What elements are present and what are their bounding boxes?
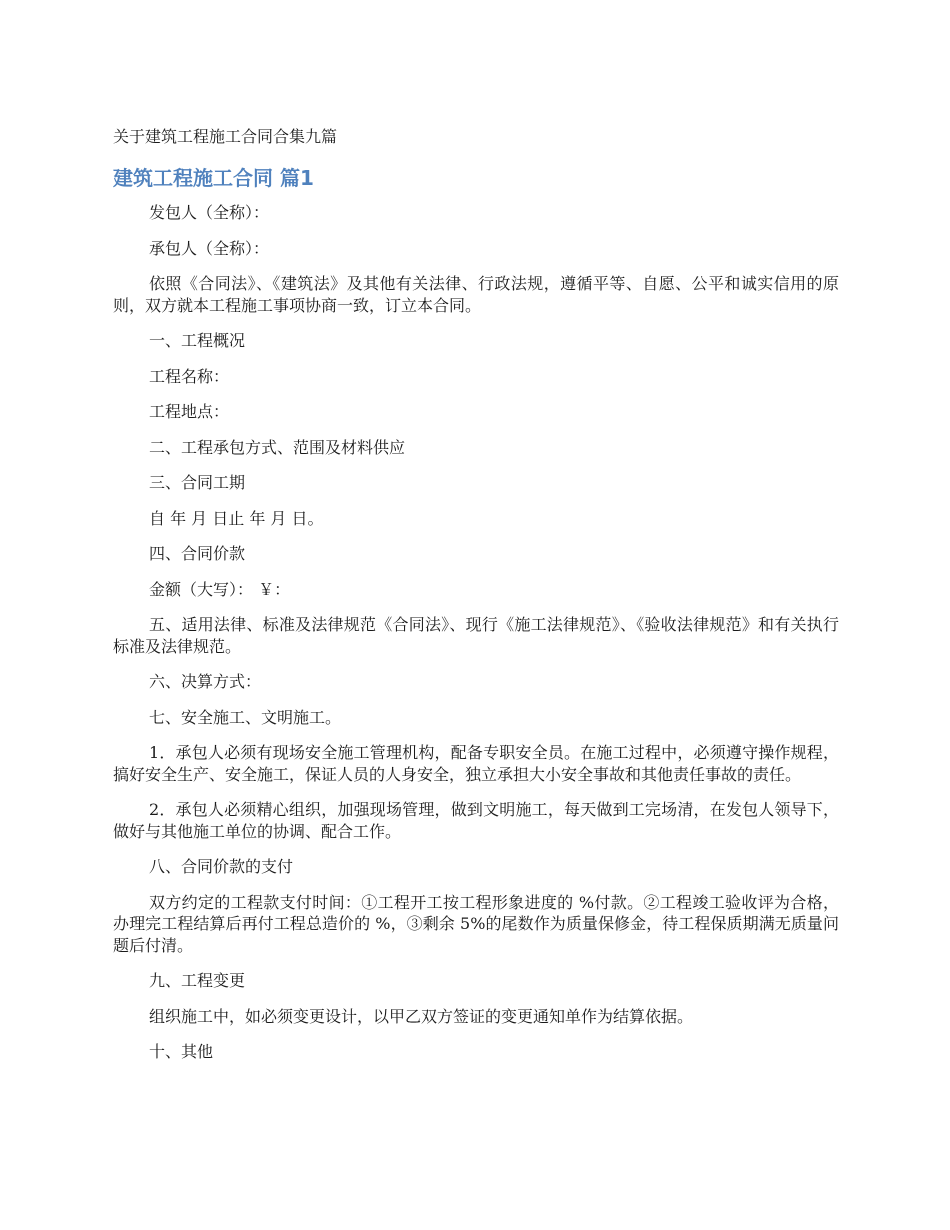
paragraph: 双方约定的工程款支付时间：①工程开工按工程形象进度的 %付款。②工程竣工验收评为合格，办理完工程结算后再付工程总造价的 %，③剩余 5%的尾数作为质量保修金，待工程保质期满无质量问题后付清。 (113, 892, 839, 955)
section-heading: 建筑工程施工合同 篇1 (113, 166, 314, 190)
paragraph: 依照《合同法》、《建筑法》及其他有关法律、行政法规，遵循平等、自愿、公平和诚实信用的原则，双方就本工程施工事项协商一致，订立本合同。 (113, 274, 839, 315)
paragraph: 八、合同价款的支付 (149, 857, 294, 876)
paragraph: 四、合同价款 (149, 544, 246, 563)
document-body (113, 202, 839, 1077)
paragraph: 1．承包人必须有现场安全施工管理机构，配备专职安全员。在施工过程中，必须遵守操作规程，搞好安全生产、安全施工，保证人员的人身安全，独立承担大小安全事故和其他责任事故的责任。 (113, 743, 839, 784)
paragraph: 一、工程概况 (149, 331, 246, 350)
paragraph: 工程地点： (149, 402, 230, 421)
paragraph: 三、合同工期 (149, 473, 246, 492)
paragraph: 二、工程承包方式、范围及材料供应 (149, 437, 406, 457)
paragraph: 七、安全施工、文明施工。 (149, 707, 342, 727)
paragraph: 九、工程变更 (149, 971, 246, 990)
paragraph: 发包人（全称）： (149, 203, 270, 222)
paragraph: 六、决算方式： (149, 672, 262, 691)
document-title: 关于建筑工程施工合同合集九篇 (113, 127, 338, 146)
paragraph: 十、其他 (149, 1042, 214, 1061)
paragraph: 金额（大写）： ￥： (149, 579, 291, 599)
paragraph: 工程名称： (149, 366, 230, 386)
paragraph: 承包人（全称）： (149, 238, 270, 258)
paragraph: 自 年 月 日止 年 月 日。 (149, 508, 324, 528)
paragraph: 五、适用法律、标准及法律规范《合同法》、现行《施工法律规范》、《验收法律规范》和有关执行标准及法律规范。 (113, 615, 839, 656)
paragraph: 2．承包人必须精心组织，加强现场管理，做到文明施工，每天做到工完场清，在发包人领导下，做好与其他施工单位的协调、配合工作。 (113, 800, 839, 841)
paragraph: 组织施工中，如必须变更设计，以甲乙双方签证的变更通知单作为结算依据。 (149, 1006, 694, 1026)
